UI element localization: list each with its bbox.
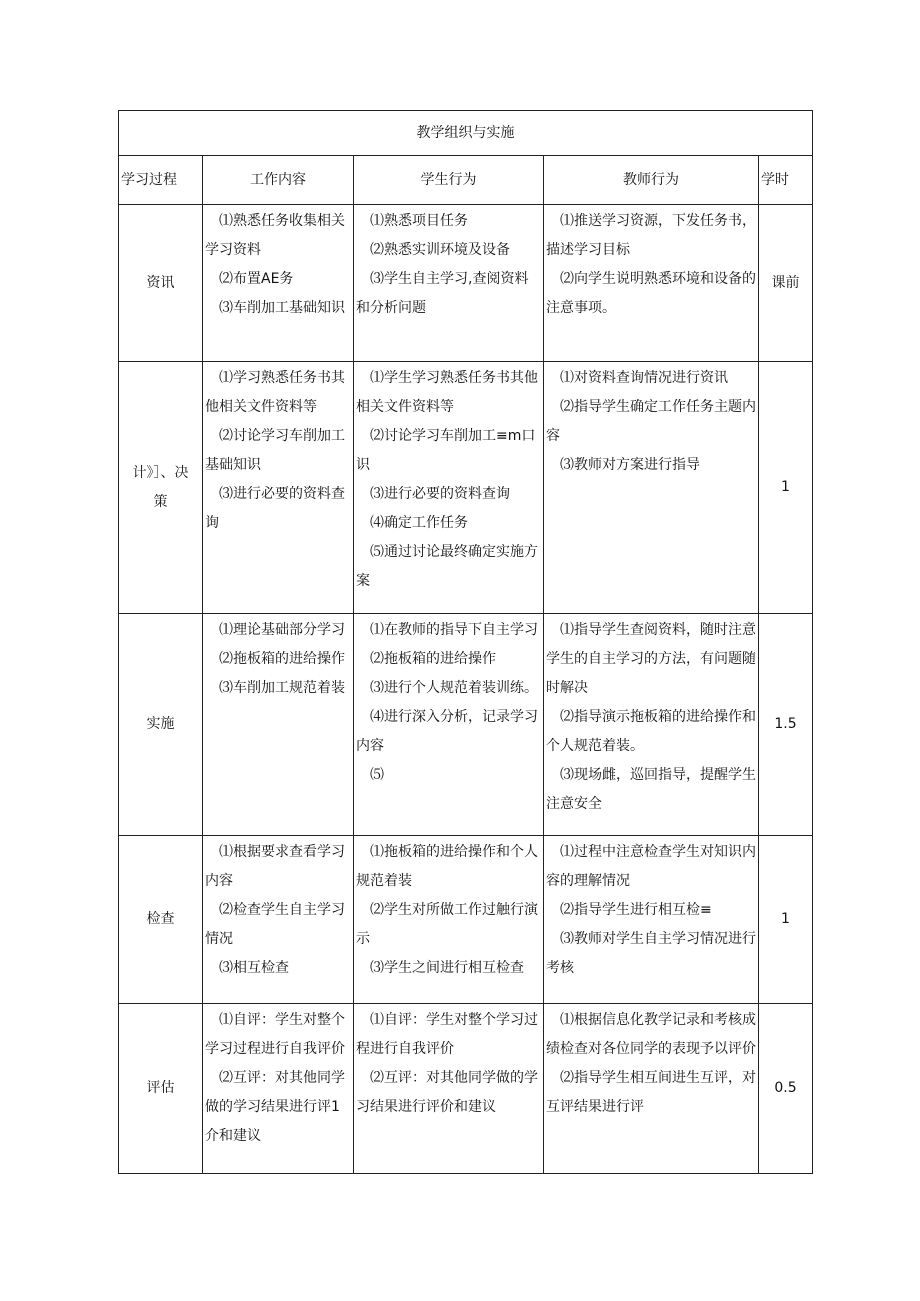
hours-cell-line: 课前 xyxy=(771,274,800,291)
student-cell-line: ⑴学生学习熟悉任务书其他相关文件资料等 xyxy=(356,370,538,415)
stage-cell xyxy=(119,1004,203,1174)
student-cell-line: ⑵拖板箱的进给操作 xyxy=(370,651,496,667)
student-cell-line: ⑸通过讨论最终确定实施方案 xyxy=(356,544,538,589)
hours-cell xyxy=(759,836,813,1004)
work-cell xyxy=(203,614,354,836)
student-cell xyxy=(354,205,544,362)
student-cell-line: ⑵互评：对其他同学做的学习结果进行评价和建议 xyxy=(356,1070,538,1115)
stage-cell xyxy=(119,836,203,1004)
stage-cell xyxy=(119,205,203,362)
teacher-cell xyxy=(544,362,759,614)
teacher-cell-line: ⑵指导学生相互间进生互评，对互评结果进行评 xyxy=(546,1070,756,1115)
stage-cell-line: 计》］、决 xyxy=(132,464,189,481)
table-row xyxy=(119,836,813,1004)
student-cell-line: ⑶学生之间进行相互检查 xyxy=(370,960,524,976)
header-teacher: 教师行为 xyxy=(544,156,759,205)
work-cell xyxy=(203,836,354,1004)
student-cell xyxy=(354,362,544,614)
hours-cell-line: 0.5 xyxy=(774,1080,797,1096)
work-cell-line: ⑶相互检查 xyxy=(219,960,289,976)
teacher-cell xyxy=(544,1004,759,1174)
student-cell-line: ⑴自评：学生对整个学习过程进行自我评价 xyxy=(356,1012,538,1057)
teacher-cell xyxy=(544,614,759,836)
work-cell-line: ⑴理论基础部分学习 xyxy=(219,622,345,638)
table-row xyxy=(119,1004,813,1174)
teacher-cell xyxy=(544,836,759,1004)
teacher-cell-line: ⑵指导学生确定工作任务主题内容 xyxy=(546,399,756,444)
teacher-cell-line: ⑵指导演示拖板箱的进给操作和个人规范着装。 xyxy=(546,709,756,754)
header-student: 学生行为 xyxy=(354,156,544,205)
work-cell-line: ⑶车削加工规范着装 xyxy=(219,680,345,696)
teacher-cell-line: ⑶教师对学生自主学习情况进行考核 xyxy=(546,931,756,976)
work-cell-line: ⑵互评：对其他同学做的学习结果进行评1介和建议 xyxy=(205,1070,345,1144)
student-cell-line: ⑵学生对所做工作过触行演示 xyxy=(356,902,538,947)
stage-cell-line: 实施 xyxy=(146,716,175,732)
table-row xyxy=(119,362,813,614)
student-cell-line: ⑴在教师的指导下自主学习 xyxy=(370,622,538,638)
stage-cell-line: 评估 xyxy=(146,1080,175,1096)
teacher-cell-line: ⑴推送学习资源，下发任务书，描述学习目标 xyxy=(546,213,756,258)
hours-cell xyxy=(759,1004,813,1174)
work-cell-line: ⑴自评：学生对整个学习过程进行自我评价 xyxy=(205,1012,345,1057)
teaching-table xyxy=(118,110,813,1174)
hours-cell xyxy=(759,205,813,362)
student-cell-line: ⑶进行必要的资料查询 xyxy=(370,486,510,502)
hours-cell xyxy=(759,614,813,836)
teacher-cell-line: ⑵指导学生进行相互检≡ xyxy=(560,902,712,918)
stage-cell xyxy=(119,614,203,836)
work-cell-line: ⑵拖板箱的进给操作 xyxy=(219,651,345,667)
student-cell xyxy=(354,614,544,836)
hours-cell-line: 1 xyxy=(781,911,790,927)
student-cell-line: ⑵讨论学习车削加工≡m口识 xyxy=(356,428,536,473)
teacher-cell-line: ⑴过程中注意检查学生对知识内容的理解情况 xyxy=(546,844,756,889)
work-cell xyxy=(203,1004,354,1174)
student-cell-line: ⑵熟悉实训环境及设备 xyxy=(370,242,510,258)
table-row xyxy=(119,614,813,836)
teacher-cell-line: ⑶教师对方案进行指导 xyxy=(560,457,700,473)
hours-cell-line: 1 xyxy=(781,479,790,495)
work-cell-line: ⑴熟悉任务收集相关学习资料 xyxy=(205,213,345,258)
work-cell-line: ⑵检查学生自主学习情况 xyxy=(205,902,345,947)
teacher-cell-line: ⑴对资料查询情况进行资讯 xyxy=(560,370,728,386)
work-cell-line: ⑶进行必要的资料查询 xyxy=(205,486,345,531)
header-stage: 学习过程 xyxy=(119,156,203,205)
work-cell-line: ⑴学习熟悉任务书其他相关文件资料等 xyxy=(205,370,345,415)
student-cell-line: ⑸ xyxy=(370,767,384,783)
teacher-cell xyxy=(544,205,759,362)
student-cell xyxy=(354,836,544,1004)
header-row xyxy=(119,156,813,205)
table-title: 教学组织与实施 xyxy=(119,111,813,156)
stage-cell-line: 检查 xyxy=(146,911,175,927)
teacher-cell-line: ⑵向学生说明熟悉环境和设备的注意事项。 xyxy=(546,271,756,316)
teacher-cell-line: ⑴根据信息化教学记录和考核成绩检查对各位同学的表现予以评价 xyxy=(546,1012,756,1057)
teacher-cell-line: ⑶现场雌，巡回指导，提醒学生注意安全 xyxy=(546,767,756,812)
work-cell-line: ⑵讨论学习车削加工基础知识 xyxy=(205,428,345,473)
stage-cell-line: 资讯 xyxy=(146,274,175,291)
student-cell-line: ⑴拖板箱的进给操作和个人规范着装 xyxy=(356,844,538,889)
work-cell xyxy=(203,362,354,614)
student-cell xyxy=(354,1004,544,1174)
work-cell-line: ⑶车削加工基础知识 xyxy=(219,300,345,316)
student-cell-line: ⑷确定工作任务 xyxy=(370,515,468,531)
student-cell-line: ⑴熟悉项目任务 xyxy=(370,213,468,229)
hours-cell xyxy=(759,362,813,614)
student-cell-line: ⑶进行个人规范着装训练。 xyxy=(370,680,538,696)
table-row xyxy=(119,205,813,362)
header-hours: 学时 xyxy=(759,156,813,205)
work-cell-line: ⑵布置AE务 xyxy=(219,271,294,287)
student-cell-line: ⑶学生自主学习,查阅资料和分析问题 xyxy=(356,271,529,316)
header-work: 工作内容 xyxy=(203,156,354,205)
work-cell-line: ⑴根据要求查看学习内容 xyxy=(205,844,345,889)
stage-cell xyxy=(119,362,203,614)
hours-cell-line: 1.5 xyxy=(774,716,797,732)
student-cell-line: ⑷进行深入分析，记录学习内容 xyxy=(356,709,538,754)
teacher-cell-line: ⑴指导学生查阅资料，随时注意学生的自主学习的方法，有问题随时解决 xyxy=(546,622,756,696)
work-cell xyxy=(203,205,354,362)
stage-cell-line: 策 xyxy=(153,493,168,510)
